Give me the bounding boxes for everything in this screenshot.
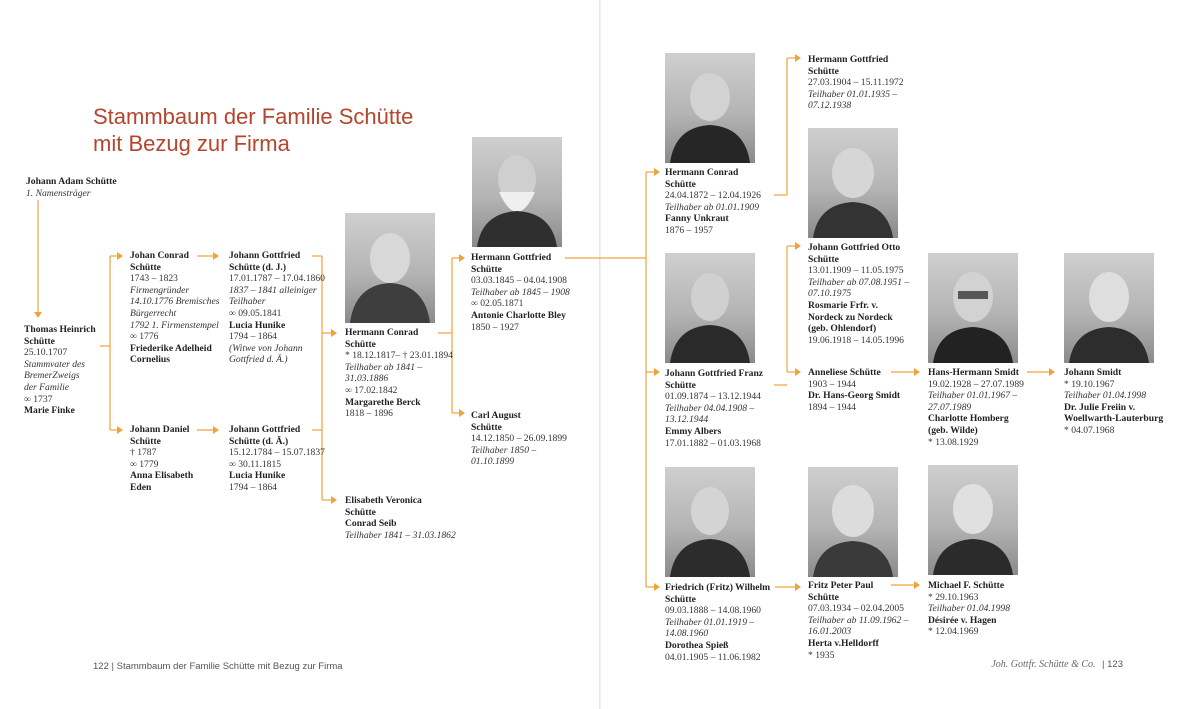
spouse: Woellwarth-Lauterburg xyxy=(1064,413,1164,425)
person-hermann-conrad-1872 xyxy=(665,167,761,237)
date: † 1787 xyxy=(130,447,157,459)
spouse: Lucia Hunike xyxy=(229,470,286,482)
date: 24.04.1872 – 12.04.1926 xyxy=(665,190,761,202)
spouse: Dr. Hans-Georg Smidt xyxy=(808,390,901,402)
person-thomas-heinrich xyxy=(24,324,96,417)
name: Anneliese Schütte xyxy=(808,367,881,378)
person-carl-august xyxy=(471,410,567,468)
note: 13.12.1944 xyxy=(665,414,709,426)
note: der Familie xyxy=(24,381,70,393)
name: Schütte xyxy=(665,379,696,391)
spouse: Antonie Charlotte Bley xyxy=(471,309,566,321)
date: * 29.10.1963 xyxy=(928,591,979,603)
person-fritz-peter xyxy=(808,580,908,661)
note: 27.07.1989 xyxy=(928,401,972,413)
title-line-2: mit Bezug zur Firma xyxy=(93,131,290,156)
name: Schütte xyxy=(665,178,696,190)
date: 04.01.1905 – 11.06.1982 xyxy=(665,651,761,663)
date: 1903 – 1944 xyxy=(808,378,856,390)
note: 1. Namensträger xyxy=(26,187,91,199)
name: Hermann Conrad xyxy=(345,327,419,338)
brand-signature: Joh. Gottfr. Schütte & Co. xyxy=(991,659,1096,670)
name: Schütte xyxy=(808,253,839,265)
portrait-fritz-wilhelm xyxy=(665,467,755,577)
note: 01.10.1899 xyxy=(471,456,515,468)
person-jg-da xyxy=(229,424,325,494)
footer-left xyxy=(93,661,343,672)
note: 31.03.1886 xyxy=(345,373,389,385)
spouse: Anna Elisabeth xyxy=(130,470,194,482)
name: Johann Gottfried xyxy=(229,250,301,261)
name: Johann Smidt xyxy=(1064,367,1122,378)
spouse: Emmy Albers xyxy=(665,425,722,437)
spouse: (geb. Wilde) xyxy=(928,424,978,436)
person-jg-dj xyxy=(229,250,325,366)
note: 1792 1. Firmenstempel xyxy=(130,319,219,331)
name: Johann Gottfried xyxy=(229,424,301,435)
note: Gottfried d. Ä.) xyxy=(229,354,288,366)
note: Teilhaber ab 07.08.1951 – xyxy=(808,276,910,288)
name: Michael F. Schütte xyxy=(928,580,1005,591)
note: Teilhaber ab 11.09.1962 – xyxy=(808,614,909,626)
date: 1876 – 1957 xyxy=(665,224,713,236)
spouse: Margarethe Berck xyxy=(345,396,421,408)
spouse: Dorothea Spieß xyxy=(665,639,729,651)
name: Schütte xyxy=(471,263,502,275)
page-number-left: 122 xyxy=(93,661,109,672)
date: 07.03.1934 – 02.04.2005 xyxy=(808,603,904,615)
name: Schütte xyxy=(130,435,161,447)
marriage: ∞ 02.05.1871 xyxy=(471,298,524,310)
note: 16.01.2003 xyxy=(808,626,852,638)
name: Schütte xyxy=(345,506,376,518)
name: Hermann Gottfried xyxy=(808,54,889,65)
person-hermann-conrad-1817 xyxy=(345,327,453,420)
person-hermann-gottfried-1904 xyxy=(808,54,904,112)
spouse: Conrad Seib xyxy=(345,518,397,530)
person-hans-hermann xyxy=(928,367,1024,448)
date: 25.10.1707 xyxy=(24,347,68,359)
name: Schütte (d. J.) xyxy=(229,261,287,273)
date: 1818 – 1896 xyxy=(345,408,393,420)
date: 27.03.1904 – 15.11.1972 xyxy=(808,77,904,89)
portrait-hermann-gottfried-1845 xyxy=(472,137,562,247)
name: Thomas Heinrich xyxy=(24,324,96,335)
date: 1794 – 1864 xyxy=(229,481,277,493)
spouse: Cornelius xyxy=(130,354,170,366)
note: Teilhaber 1841 – 31.03.1862 xyxy=(345,529,456,541)
footer-separator: | xyxy=(111,661,117,672)
portrait-jg-otto xyxy=(808,128,898,238)
date: 09.03.1888 – 14.08.1960 xyxy=(665,605,761,617)
date: 13.01.1909 – 11.05.1975 xyxy=(808,265,904,277)
portrait-hans-hermann xyxy=(928,253,1018,363)
note: 07.12.1938 xyxy=(808,100,852,112)
marriage: ∞ 09.05.1841 xyxy=(229,307,282,319)
spouse: Charlotte Homberg xyxy=(928,413,1009,425)
date: 15.12.1784 – 15.07.1837 xyxy=(229,447,325,459)
name: Hermann Gottfried xyxy=(471,252,552,263)
note: 07.10.1975 xyxy=(808,288,852,300)
name: Carl August xyxy=(471,410,521,421)
date: 17.01.1882 – 01.03.1968 xyxy=(665,437,761,449)
marriage: ∞ 30.11.1815 xyxy=(229,458,282,470)
spouse: Friederike Adelheid xyxy=(130,342,212,354)
portrait-michael xyxy=(928,465,1018,575)
spouse: Nordeck zu Nordeck xyxy=(808,311,893,323)
note: Teilhaber 1850 – xyxy=(471,444,537,456)
person-jg-franz xyxy=(665,368,763,449)
date: 1743 – 1823 xyxy=(130,273,178,285)
name: Johan Conrad xyxy=(130,250,189,261)
running-title: Stammbaum der Familie Schütte mit Bezug zur Firma xyxy=(116,661,343,672)
note: 1837 – 1841 alleiniger xyxy=(229,284,317,296)
note: Bürgerrecht xyxy=(130,307,177,319)
date: 1850 – 1927 xyxy=(471,321,519,333)
date: 19.02.1928 – 27.07.1989 xyxy=(928,378,1024,390)
note: Teilhaber ab 01.01.1909 xyxy=(665,201,759,213)
person-johann-daniel xyxy=(130,424,193,494)
person-johann-adam xyxy=(26,176,117,199)
date: * 04.07.1968 xyxy=(1064,424,1115,436)
person-elisabeth xyxy=(345,495,456,541)
note: 14.08.1960 xyxy=(665,628,709,640)
spouse: Herta v.Helldorff xyxy=(808,637,879,649)
spouse: Marie Finke xyxy=(24,405,75,417)
name: Friedrich (Fritz) Wilhelm xyxy=(665,582,771,593)
spouse: Fanny Unkraut xyxy=(665,213,729,225)
page-number-right: 123 xyxy=(1107,659,1123,670)
note: (Witwe von Johann xyxy=(229,342,303,354)
note: Stammvater des xyxy=(24,358,86,370)
note: Teilhaber 01.01.1919 – xyxy=(665,616,755,628)
note: Teilhaber ab 1845 – 1908 xyxy=(471,286,570,298)
portrait-fritz-peter xyxy=(808,467,898,577)
note: 14.10.1776 Bremisches xyxy=(130,296,220,308)
name: Johann Adam Schütte xyxy=(26,176,117,187)
date: 1894 – 1944 xyxy=(808,401,856,413)
date: * 13.08.1929 xyxy=(928,436,979,448)
note: BremerZweigs xyxy=(24,370,80,382)
note: Teilhaber xyxy=(229,296,266,308)
name: Schütte xyxy=(130,261,161,273)
date: 14.12.1850 – 26.09.1899 xyxy=(471,433,567,445)
name: Schütte xyxy=(808,65,839,77)
spouse: Lucia Hunike xyxy=(229,319,286,331)
name: Fritz Peter Paul xyxy=(808,580,874,591)
spouse: Rosmarie Frfr. v. xyxy=(808,299,878,311)
name: Schütte xyxy=(471,421,502,433)
footer-separator: | xyxy=(1102,659,1108,670)
person-johan-conrad xyxy=(130,250,219,366)
marriage: ∞ 17.02.1842 xyxy=(345,384,398,396)
name: Johann Daniel xyxy=(130,424,190,435)
portrait-jg-franz xyxy=(665,253,755,363)
note: Teilhaber 01.01.1967 – xyxy=(928,390,1018,402)
person-michael xyxy=(928,580,1010,638)
spouse: Eden xyxy=(130,481,152,493)
portrait-hermann-conrad-1872 xyxy=(665,53,755,163)
footer-right xyxy=(991,659,1123,670)
person-hermann-gottfried-1845 xyxy=(471,252,570,333)
person-jg-otto xyxy=(808,242,909,346)
name: Schütte (d. Ä.) xyxy=(229,435,289,447)
marriage: ∞ 1776 xyxy=(130,331,159,343)
date: * 18.12.1817– † 23.01.1894 xyxy=(345,350,453,362)
note: Teilhaber 04.04.1908 – xyxy=(665,402,755,414)
date: * 12.04.1969 xyxy=(928,626,979,638)
date: 1794 – 1864 xyxy=(229,331,277,343)
date: 19.06.1918 – 14.05.1996 xyxy=(808,334,904,346)
name: Elisabeth Veronica xyxy=(345,495,422,506)
name: Schütte xyxy=(24,335,55,347)
name: Schütte xyxy=(808,591,839,603)
name: Schütte xyxy=(665,593,696,605)
portrait-hermann-conrad-1817 xyxy=(345,213,435,323)
name: Hans-Hermann Smidt xyxy=(928,367,1019,378)
spouse: Dr. Julie Freiin v. xyxy=(1064,401,1136,413)
note: Teilhaber 01.04.1998 xyxy=(928,603,1010,615)
note: Teilhaber 01.04.1998 xyxy=(1064,390,1146,402)
note: Teilhaber 01.01.1935 – xyxy=(808,88,898,100)
date: * 19.10.1967 xyxy=(1064,378,1115,390)
person-anneliese xyxy=(808,367,900,413)
name: Schütte xyxy=(345,338,376,350)
marriage: ∞ 1779 xyxy=(130,458,159,470)
name: Johann Gottfried Franz xyxy=(665,368,764,379)
person-fritz-wilhelm xyxy=(665,582,770,663)
portrait-johann-smidt xyxy=(1064,253,1154,363)
date: 17.01.1787 – 17.04.1860 xyxy=(229,273,325,285)
note: Teilhaber ab 1841 – xyxy=(345,361,423,373)
person-johann-smidt xyxy=(1064,367,1163,437)
marriage: ∞ 1737 xyxy=(24,393,53,405)
name: Johann Gottfried Otto xyxy=(808,242,901,253)
note: Firmengründer xyxy=(130,284,190,296)
date: * 1935 xyxy=(808,649,835,661)
date: 03.03.1845 – 04.04.1908 xyxy=(471,275,567,287)
spouse: (geb. Ohlendorf) xyxy=(808,323,877,335)
spouse: Désirée v. Hagen xyxy=(928,614,997,626)
name: Hermann Conrad xyxy=(665,167,739,178)
title-line-1: Stammbaum der Familie Schütte xyxy=(93,104,414,129)
date: 01.09.1874 – 13.12.1944 xyxy=(665,391,761,403)
